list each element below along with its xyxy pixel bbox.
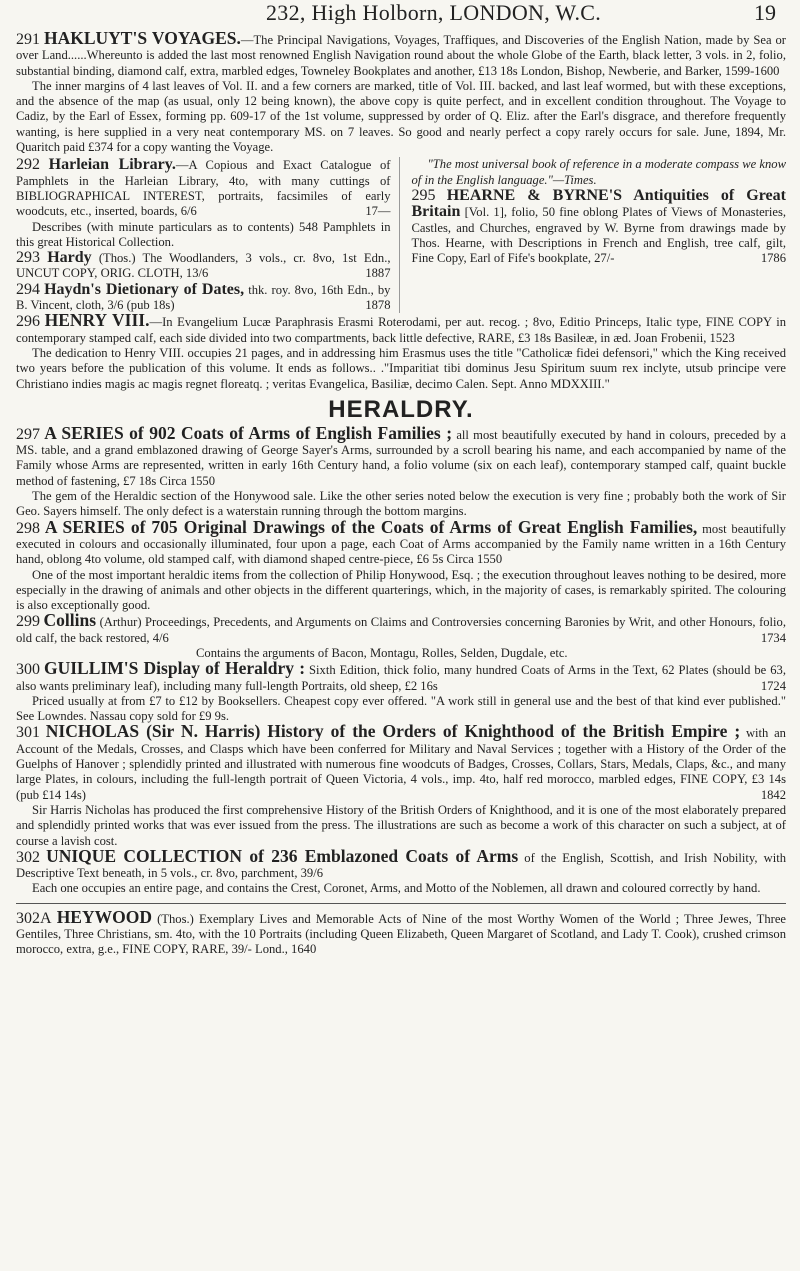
page-header (16, 0, 786, 24)
entry-title: NICHOLAS (Sir N. Harris) History of the Orders of Knighthood of the British Empire ; (45, 721, 741, 742)
entry-294 (16, 282, 391, 314)
entry-number: 292 (16, 156, 40, 174)
entry-text: thk. roy. 8vo, 16th Edn., by B. Vincent, cloth, 3/6 (pub 18s) (16, 282, 391, 313)
entry-297 (16, 422, 787, 520)
entry-302a (16, 906, 786, 958)
entry-title: HAKLUYT'S VOYAGES. (43, 28, 241, 48)
entry-title: A SERIES of 902 Coats of Arms of English Families ; (44, 422, 453, 443)
entry-year: 17— (365, 204, 391, 219)
entry-text: most beautifully executed in colours and occasionally illuminated, four upon a page, each Coat of Arms accompanied by the Family name written in a 16th Century hand, oblong 4to volume, old stamped calf, with diamond shaped centre-piece, £6 5s Circa 1550 (16, 521, 786, 567)
entry-note: Each one occupies an entire page, and contains the Crest, Coronet, Arms, and Motto of the Noblemen, all drawn and coloured correctly by hand. (32, 881, 761, 896)
divider-rule (16, 903, 786, 904)
entry-text: (Thos.) Exemplary Lives and Memorable Acts of Nine of the most Worthy Women of the World ; Three Jewes, Three Gentiles, Three Christians, sm. 4to, with the 10 Portraits (including Queen Elizabeth, Queen Margaret of Scotland, and Lady T. Cook), crushed crimson morocco, extra, g.e., FINE COPY, RARE, 39/- Lond., 1640 (16, 911, 786, 957)
entry-title: Harleian Library. (48, 156, 176, 174)
entry-title: HEARNE & BYRNE'S Antiquities of Great Britain (411, 186, 786, 221)
entry-note: Sir Harris Nicholas has produced the first comprehensive History of the British Orders of Knighthood, and it is one of the most elaborately prepared and splendidly printed works that was ever issued from the press. The illustrations are such as become a work of this character on such a subject, at of course a lavish cost. (16, 802, 786, 848)
entry-note: The inner margins of 4 last leaves of Vol. II. and a few corners are marked, title of Vol. III. backed, and last leaf wormed, but with these exceptions, and the absence of the map (as usual, only 12 being known), the above copy is quite perfect, and in excellent condition throughout. The Voyage to Cadiz, by the Earl of Essex, forming pp. 609-17 of the 1st volume, suppressed by order of Q. Eliz. after the Earl's disgrace, and therefore frequently wanting, is here supplied in a very neat contemporary MS. on 7 leaves. So good and nearly perfect a copy rarely occurs for sale. June, 1894, Mr. Quaritch paid £374 for a copy wanting the Voyage. (16, 78, 786, 155)
entry-296 (16, 310, 787, 391)
entry-title: Hardy (47, 249, 92, 267)
page-number: 19 (754, 0, 776, 24)
entry-year: 1786 (760, 251, 786, 266)
entry-300 (16, 658, 786, 724)
entry-title: Haydn's Dietionary of Dates, (44, 280, 245, 298)
entry-292 (16, 157, 391, 250)
entry-number: 302 (16, 848, 40, 866)
entry-293 (16, 250, 391, 282)
entry-number: 299 (16, 613, 40, 631)
entry-note: One of the most important heraldic items from the collection of Philip Honywood, Esq. ; the execution throughout leaves nothing to be desired, more especially in the drawing of animals and other objects in the different quarterings, which, in the majority of cases, is remarkably spirited. The colouring is also exceptionally good. (16, 567, 786, 613)
entry-number: 294 (16, 280, 40, 298)
entry-302 (16, 845, 786, 897)
entry-title: UNIQUE COLLECTION of 236 Emblazoned Coats of Arms (46, 845, 519, 866)
right-column (412, 157, 787, 313)
entry-number: 293 (16, 249, 40, 267)
entry-title: HENRY VIII. (44, 310, 150, 331)
entry-note: Contains the arguments of Bacon, Montagu, Rolles, Selden, Dugdale, etc. (196, 645, 568, 660)
entry-text: —A Copious and Exact Catalogue of Pamphlets in the Harleian Library, 4to, with many cuttings of BIBLIOGRAPHICAL INTEREST, portraits, facsimiles of early woodcuts, etc., inserted, boards, 6/6 (16, 158, 391, 219)
entry-number: 302A (16, 909, 52, 927)
page-header-title: 232, High Holborn, LONDON, W.C. (266, 0, 602, 24)
entry-number: 297 (16, 425, 40, 443)
entry-number: 295 (411, 186, 436, 204)
entry-note: "The most universal book of reference in a moderate compass we know of in the English language."—Times. (411, 157, 786, 187)
entry-301 (16, 721, 786, 848)
entry-year: 1734 (760, 630, 786, 645)
entry-text: —The Principal Navigations, Voyages, Traffiques, and Discoveries of the English Nation, made by Sea or over Land......Whereunto is added the last most renowned English Navigation round about the whole Globe of the Earth, black letter, 3 vols. in 2, folio, substantial binding, diamond calf, extra, marbled edges, Towneley Bookplates and another, £13 18s London, Bishop, Newberie, and Barker, 1599-1600 (16, 33, 786, 78)
entry-text: (Arthur) Proceedings, Precedents, and Arguments on Claims and Controversies concerning Baronies by Writ, and other Honours, folio, old calf, the back restored, 4/6 (16, 615, 786, 645)
section-heading-heraldry: HERALDRY. (328, 395, 474, 423)
entry-298 (16, 516, 786, 614)
entry-text: all most beautifully executed by hand in colours, preceded by a MS. table, and a grand emblazoned drawing of George Sayer's Arms, surrounded by a scroll bearing his name, and each accompanied by name of the Family whose Arms are represented, written in early 16th Century hand, a folio volume (six on each leaf), contemporary stamped calf, quaint buckle method of fastening, £7 18s Circa 1550 (16, 427, 787, 488)
entry-text: (Thos.) The Woodlanders, 3 vols., cr. 8vo, 1st Edn., UNCUT COPY, ORIG. CLOTH, 13/6 (16, 251, 391, 281)
entry-text: of the English, Scottish, and Irish Nobility, with Descriptive Text beneath, in 5 vols., cr. 8vo, parchment, 39/6 (16, 850, 786, 881)
entry-295 (412, 188, 787, 266)
entry-number: 298 (16, 519, 40, 537)
entry-year: 1724 (760, 678, 786, 693)
entry-number: 296 (16, 313, 40, 331)
entry-year: 1878 (365, 298, 391, 313)
left-column (16, 157, 400, 313)
entry-note: Describes (with minute particulars as to contents) 548 Pamphlets in this great Historical Collection. (16, 219, 391, 249)
entry-291 (16, 28, 786, 155)
entry-note: Priced usually at from £7 to £12 by Booksellers. Cheapest copy ever offered. "A work still in general use and the best of that kind ever published." See Lowndes. Nassau copy sold for £9 9s. (16, 693, 786, 724)
entry-299 (16, 610, 786, 661)
entry-year: 1842 (760, 787, 786, 802)
entry-text: with an Account of the Medals, Crosses, and Clasps which have been conferred for Military and Naval Services ; together with a History of the Order of the Guelphs of Hanover ; splendidly printed and illustrated with numerous fine woodcuts of Badges, Crosses, Collars, Stars, Medals, Claps, &c., and many large Plates, in colours, including the full-length portrait of Queen Victoria, 4 vols., imp. 4to, half red morocco, marbled edges, FINE COPY, £3 14s (pub £14 14s) (16, 726, 786, 802)
entry-number: 300 (16, 661, 40, 679)
entry-year: 1887 (365, 266, 391, 281)
entry-title: HEYWOOD (56, 906, 152, 927)
entry-title: A SERIES of 705 Original Drawings of the Coats of Arms of Great English Families, (44, 516, 698, 537)
entry-number: 291 (16, 31, 40, 48)
two-column-block (16, 157, 786, 313)
entry-title: GUILLIM'S Display of Heraldry : (44, 658, 306, 679)
entry-title: Collins (43, 610, 97, 631)
entry-note: The dedication to Henry VIII. occupies 21 pages, and in addressing him Erasmus uses the title "Catholicæ fidei defensori," which the King received two years before the publication of this volume. It ends as follows.. ."Imparitiat tibi dominus Jesu Spiritum suum rex inclyte, utsub principe vere Christiano indies magis ac magis regnet floreatq. ; veritas Evangelica, Basiliæ, decimo Calen. Sept. Anno MDXXIII." (16, 345, 786, 391)
entry-note: The gem of the Heraldic section of the Honywood sale. Like the other series noted below the execution is very fine ; probably both the work of Sir Geo. Sayers himself. The only defect is a waterstain running through the bottom margins. (16, 489, 786, 519)
entry-text: Sixth Edition, thick folio, many hundred Coats of Arms in the Text, 62 Plates (should be 63, also wants preliminary leaf), including many full-length Portraits, old sheep, £2 16s (16, 663, 786, 693)
entry-text: —In Evangelium Lucæ Paraphrasis Erasmi Roterodami, per aut. recog. ; 8vo, Editio Princeps, Italic type, FINE COPY in contemporary stamped calf, each side divided into two compartments, back little defective, RARE, £3 18s Basileæ, in æd. Joan Frobenii, 1523 (16, 315, 787, 345)
entry-text: [Vol. 1], folio, 50 fine oblong Plates of Views of Monasteries, Castles, and Churches, engraved by W. Byrne from drawings made by Thos. Hearne, with Descriptions in French and English, tree calf, gilt, Fine Copy, Earl of Fife's bookplate, 27/- (411, 205, 786, 266)
entry-number: 301 (16, 724, 40, 742)
